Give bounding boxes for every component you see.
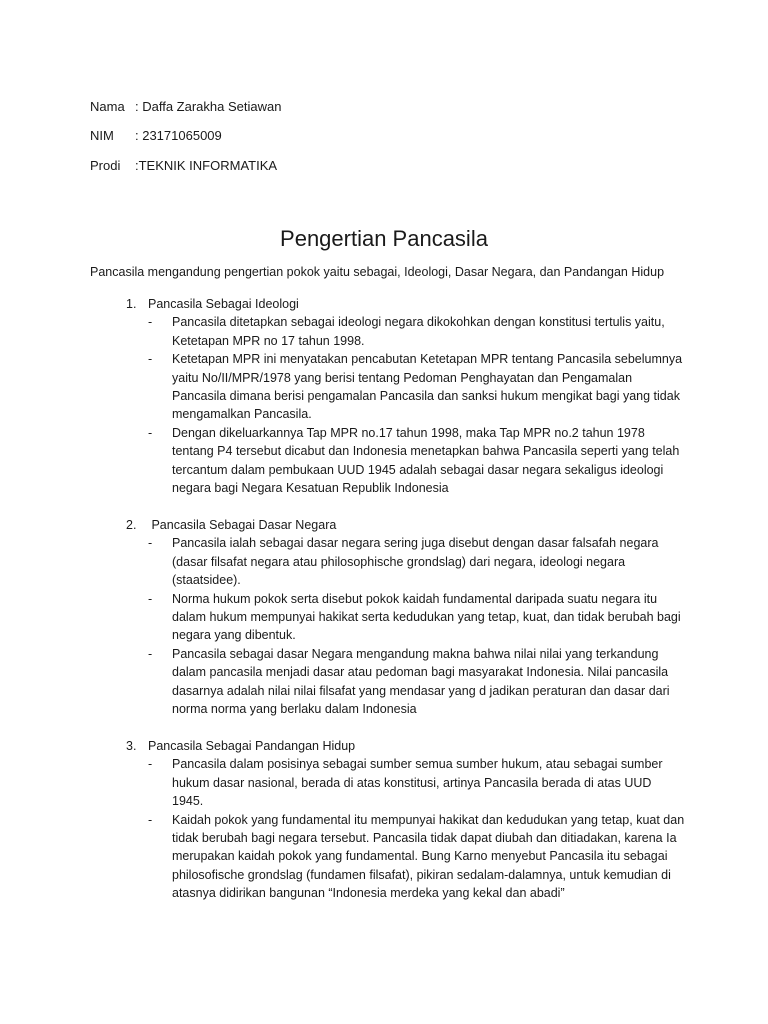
dash-bullet-icon: - — [148, 425, 153, 440]
student-nim-row — [90, 122, 281, 152]
dash-bullet-icon: - — [148, 646, 153, 661]
bullet-list — [126, 534, 686, 718]
bullet-text: Dengan dikeluarkannya Tap MPR no.17 tahun 1998, maka Tap MPR no.2 tahun 1978 tentang P4 tersebut dicabut dan Indonesia menetapkan bahwa Pancasila seperti yang telah tercantum dalam pembukaan UUD 1945 adalah sebagai dasar negara sekaligus ideologi negara bagi Negara Kesatuan Republik Indonesia — [172, 425, 680, 496]
prodi-label: Prodi — [90, 157, 121, 173]
section-heading — [126, 516, 686, 534]
section-number: 1. — [126, 297, 137, 311]
intro-paragraph: Pancasila mengandung pengertian pokok yaitu sebagai, Ideologi, Dasar Negara, dan Pandangan Hidup — [90, 265, 665, 279]
nim-value: : 23171065009 — [135, 128, 222, 144]
bullet-text: Norma hukum pokok serta disebut pokok kaidah fundamental daripada suatu negara itu dalam hukum mempunyai hakikat serta kedudukan yang tetap, kuat, dan tidak berubah bagi negara yang dibentuk. — [172, 591, 681, 643]
dash-bullet-icon: - — [148, 757, 153, 772]
dash-bullet-icon: - — [148, 315, 153, 330]
section-number: 3. — [126, 739, 137, 753]
student-prodi-row — [90, 151, 281, 181]
student-name-row — [90, 92, 281, 122]
bullet-text: Pancasila dalam posisinya sebagai sumber semua sumber hukum, atau sebagai sumber hukum dasar nasional, berada di atas konstitusi, artinya Pancasila berada di atas UUD 1945. — [172, 757, 663, 809]
section-pandangan-hidup — [126, 737, 686, 903]
section-title: Pancasila Sebagai Dasar Negara — [148, 518, 337, 532]
name-label: Nama — [90, 98, 125, 114]
bullet-list — [126, 313, 686, 497]
dash-bullet-icon: - — [148, 591, 153, 606]
bullet-text: Pancasila ditetapkan sebagai ideologi negara dikokohkan dengan konstitusi tertulis yaitu, Ketetapan MPR no 17 tahun 1998. — [172, 315, 665, 348]
list-item — [126, 755, 686, 810]
section-title: Pancasila Sebagai Pandangan Hidup — [148, 739, 356, 753]
bullet-list — [126, 755, 686, 902]
section-number: 2. — [126, 518, 137, 532]
section-title: Pancasila Sebagai Ideologi — [148, 297, 299, 311]
section-heading — [126, 737, 686, 755]
list-item — [126, 645, 686, 719]
list-item — [126, 424, 686, 498]
bullet-text: Pancasila ialah sebagai dasar negara sering juga disebut dengan dasar falsafah negara (dasar filsafat negara atau philosophische grondslag) dari negara, ideologi negara (staatsidee). — [172, 536, 659, 588]
name-value: : Daffa Zarakha Setiawan — [135, 98, 282, 114]
bullet-text: Kaidah pokok yang fundamental itu mempunyai hakikat dan kedudukan yang tetap, kuat dan tidak berubah bagi negara tersebut. Pancasila tidak dapat diubah dan ditiadakan, karena Ia merupakan kaidah pokok yang fundamental. Bung Karno menyebut Pancasila itu sebagai philosofische grondslag (fundamen filsafat), pikiran sedalam-dalamnya, untuk kemudian di atasnya didirikan bangunan “Indonesia merdeka yang kekal dan abadi” — [172, 812, 685, 901]
dash-bullet-icon: - — [148, 352, 153, 367]
document-title: Pengertian Pancasila — [280, 226, 488, 251]
section-dasar-negara — [126, 516, 686, 718]
section-ideologi — [126, 295, 686, 497]
student-info — [90, 92, 281, 181]
nim-label: NIM — [90, 128, 114, 144]
list-item — [126, 313, 686, 350]
bullet-text: Ketetapan MPR ini menyatakan pencabutan Ketetapan MPR tentang Pancasila sebelumnya yaitu No/II/MPR/1978 yang berisi tentang Pedoman Penghayatan dan Pengamalan Pancasila dimana berisi pengamalan Pancasila dan sanksi hukum mengikat bagi yang tidak mengamalkan Pancasila. — [172, 352, 683, 422]
list-item — [126, 350, 686, 424]
dash-bullet-icon: - — [148, 812, 153, 827]
dash-bullet-icon: - — [148, 536, 153, 551]
list-item — [126, 811, 686, 903]
section-heading — [126, 295, 686, 313]
list-item — [126, 534, 686, 589]
prodi-value: :TEKNIK INFORMATIKA — [135, 157, 278, 173]
bullet-text: Pancasila sebagai dasar Negara mengandung makna bahwa nilai nilai yang terkandung dalam pancasila menjadi dasar atau pedoman bagi masyarakat Indonesia. Nilai pancasila dasarnya adalah nilai nilai filsafat yang mendasar yang d jadikan peraturan dan dasar dari norma norma yang berlaku dalam Indonesia — [172, 646, 670, 717]
list-item — [126, 590, 686, 645]
